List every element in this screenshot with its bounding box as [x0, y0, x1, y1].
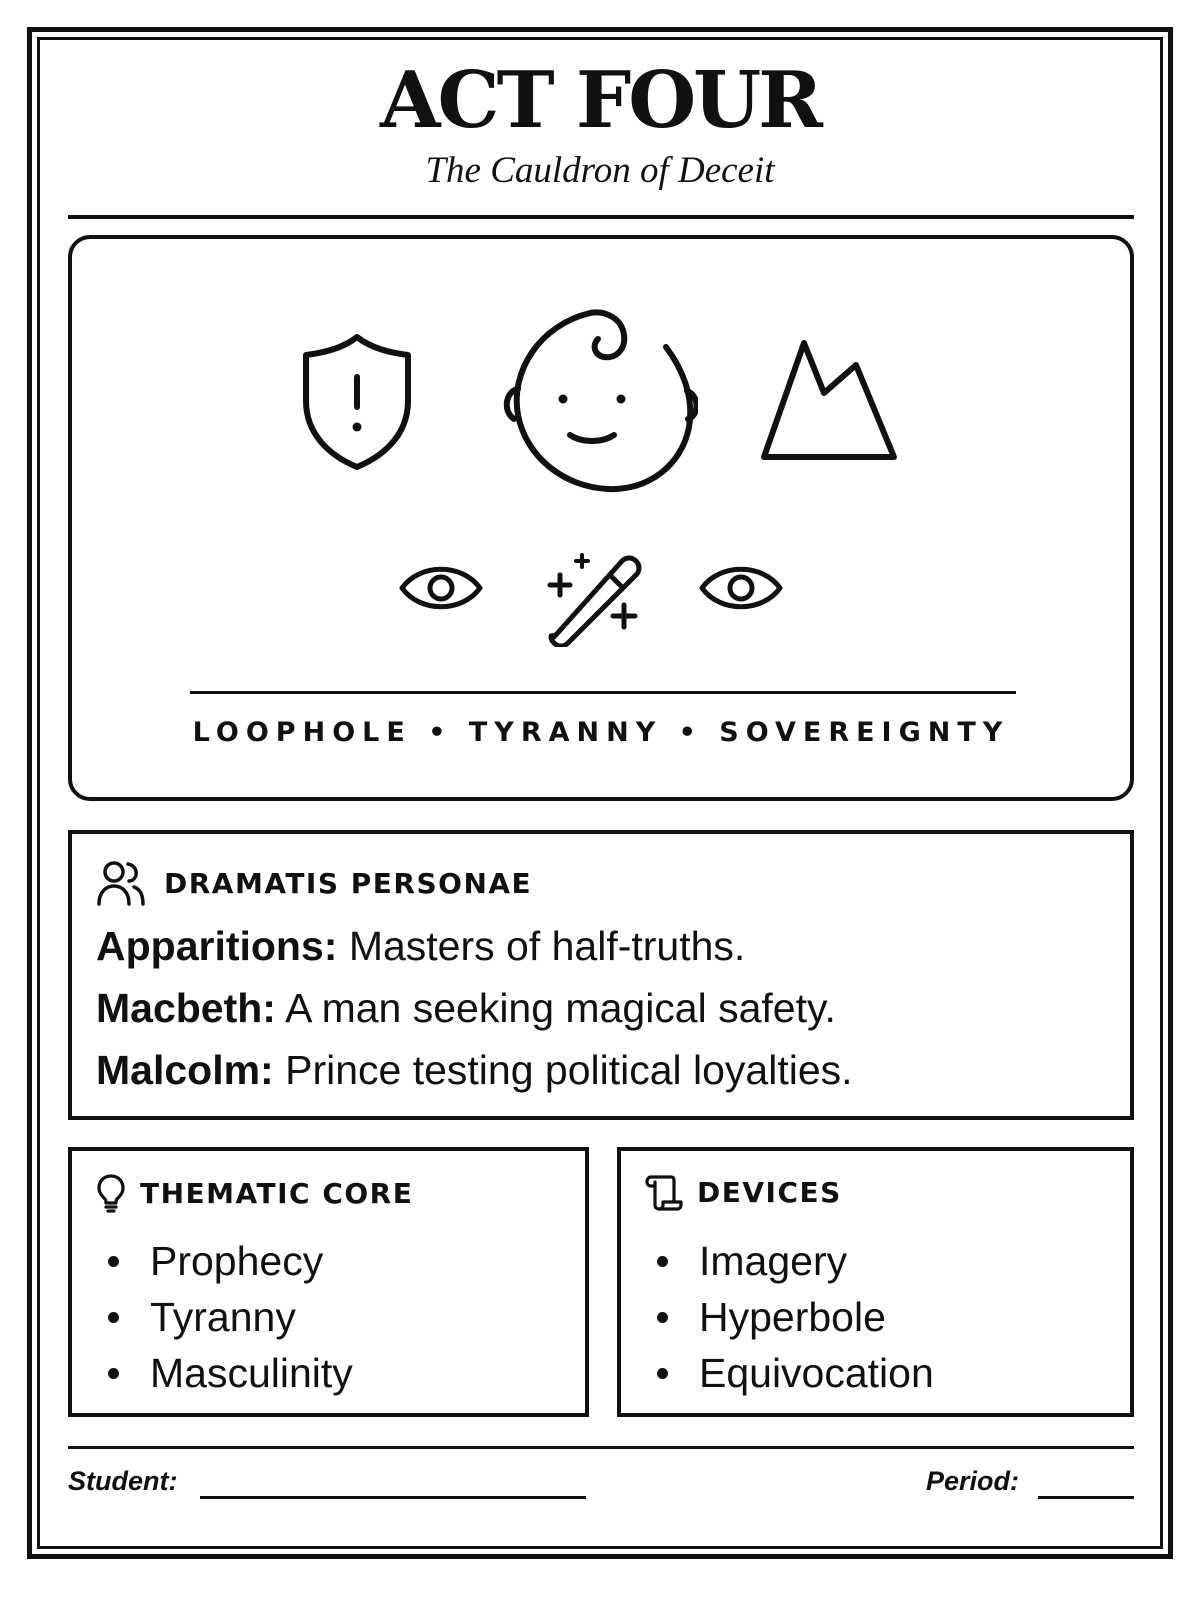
lightbulb-icon: [96, 1173, 126, 1213]
persona-entry: [96, 985, 836, 1031]
persona-name: Apparitions:: [96, 923, 338, 969]
devices-heading-label: DEVICES: [697, 1175, 842, 1209]
list-item: Equivocation: [657, 1345, 934, 1401]
dramatis-personae-box: [68, 830, 1134, 1120]
personae-heading: [96, 860, 532, 906]
period-blank[interactable]: [1038, 1496, 1134, 1499]
act-title: ACT FOUR: [380, 55, 820, 146]
symbol-divider: [190, 691, 1016, 694]
list-item: Tyranny: [108, 1289, 353, 1345]
shield-alert-icon: [298, 331, 416, 473]
thematic-core-list: [108, 1233, 353, 1401]
thematic-core-heading: [96, 1173, 413, 1213]
themes-line: LOOPHOLE • TYRANNY • SOVEREIGNTY: [192, 717, 1010, 748]
eye-icon: [398, 555, 484, 621]
list-item: Masculinity: [108, 1345, 353, 1401]
thematic-core-heading-label: THEMATIC CORE: [140, 1176, 414, 1210]
persona-desc: Prince testing political loyalties.: [273, 1047, 853, 1093]
devices-box: [617, 1147, 1134, 1417]
symbol-panel: [68, 235, 1134, 801]
period-label: Period:: [926, 1466, 1020, 1496]
persona-desc: Masters of half-truths.: [337, 923, 746, 969]
baby-face-icon: [488, 307, 698, 497]
list-item: Prophecy: [108, 1233, 353, 1289]
devices-heading: [645, 1173, 842, 1211]
header-divider: [68, 215, 1134, 219]
act-subtitle: The Cauldron of Deceit: [425, 150, 775, 191]
thematic-core-box: [68, 1147, 589, 1417]
persona-desc: A man seeking magical safety.: [275, 985, 836, 1031]
list-item: Hyperbole: [657, 1289, 934, 1345]
persona-name: Macbeth:: [96, 985, 276, 1031]
eye-icon: [698, 555, 784, 621]
list-item: Imagery: [657, 1233, 934, 1289]
devices-list: [657, 1233, 934, 1401]
student-label: Student:: [68, 1466, 178, 1496]
student-name-blank[interactable]: [200, 1496, 586, 1499]
magic-wand-icon: [546, 547, 646, 647]
users-icon: [96, 860, 146, 906]
scroll-icon: [645, 1173, 683, 1211]
persona-entry: [96, 923, 746, 969]
crown-icon: [756, 335, 902, 465]
persona-name: Malcolm:: [96, 1047, 274, 1093]
persona-entry: [96, 1047, 853, 1093]
footer-divider: [68, 1446, 1134, 1449]
personae-heading-label: DRAMATIS PERSONAE: [164, 866, 533, 900]
